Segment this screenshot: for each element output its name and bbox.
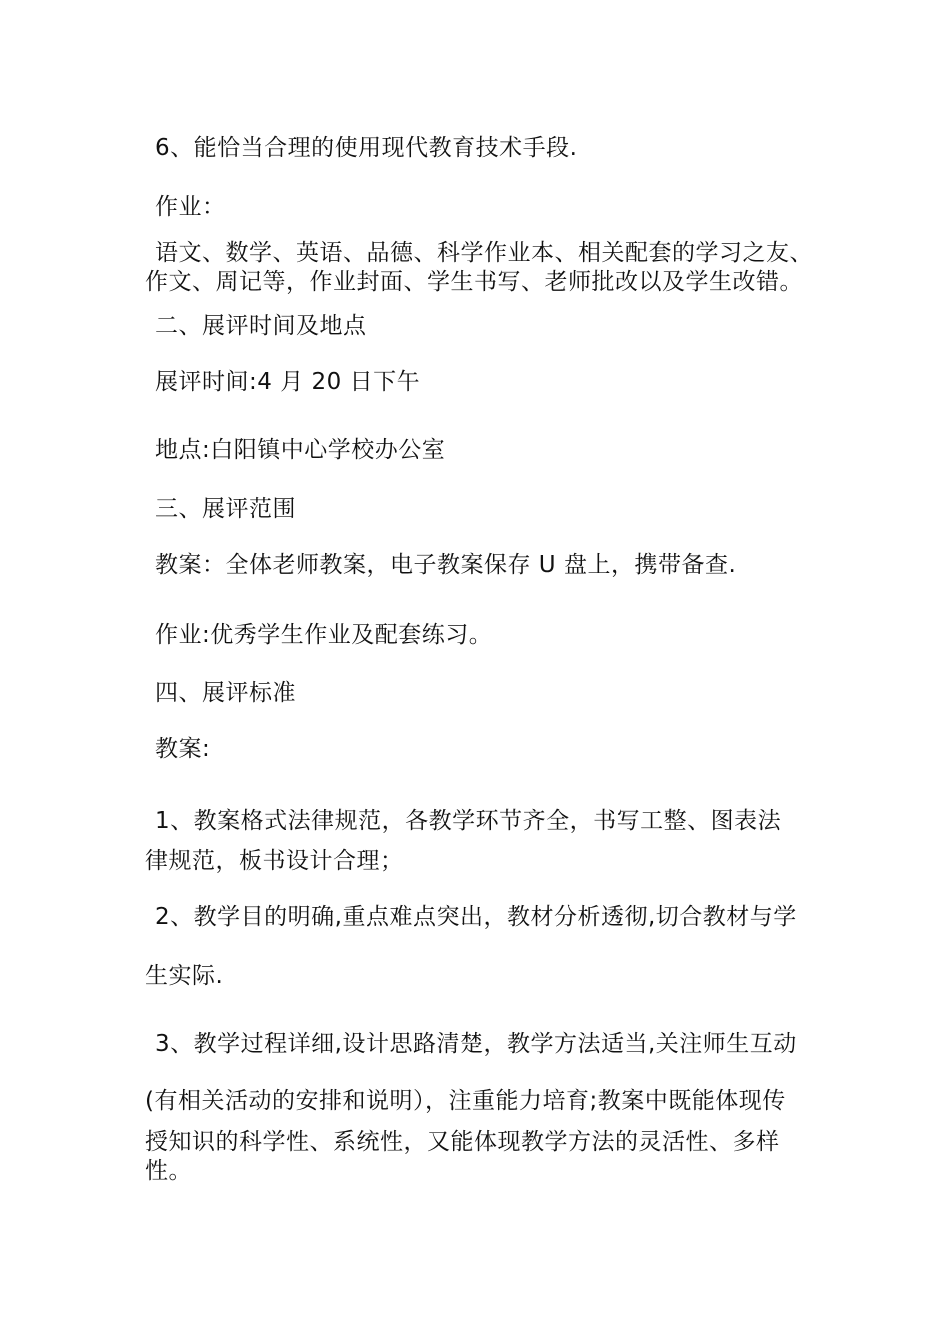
paragraph-line: 语文、数学、英语、品德、科学作业本、相关配套的学习之友、 (155, 240, 813, 266)
paragraph-line: 律规范，板书设计合理； (145, 848, 404, 874)
paragraph-line: 2、教学目的明确,重点难点突出，教材分析透彻,切合教材与学 (155, 904, 797, 930)
paragraph-line: 教案: (155, 736, 211, 762)
paragraph-line: 作业： (155, 194, 226, 220)
paragraph-line: 地点:白阳镇中心学校办公室 (155, 437, 446, 463)
section-heading: 三、展评范围 (155, 496, 296, 522)
paragraph-line: 教案：全体老师教案，电子教案保存 U 盘上，携带备查. (155, 552, 737, 578)
paragraph-line: 作文、周记等，作业封面、学生书写、老师批改以及学生改错。 (145, 269, 803, 295)
paragraph-line: 性。 (145, 1158, 192, 1184)
section-heading: 二、展评时间及地点 (155, 313, 367, 339)
paragraph-line: 生实际. (145, 963, 224, 989)
paragraph-line: 展评时间:4 月 20 日下午 (155, 369, 421, 395)
section-heading: 四、展评标准 (155, 680, 296, 706)
paragraph-line: 作业:优秀学生作业及配套练习。 (155, 622, 493, 648)
paragraph-line: (有相关活动的安排和说明），注重能力培育;教案中既能体现传 (145, 1088, 786, 1114)
paragraph-line: 6、能恰当合理的使用现代教育技术手段. (155, 135, 578, 161)
paragraph-line: 1、教案格式法律规范，各教学环节齐全，书写工整、图表法 (155, 808, 782, 834)
paragraph-line: 3、教学过程详细,设计思路清楚，教学方法适当,关注师生互动 (155, 1031, 797, 1057)
paragraph-line: 授知识的科学性、系统性，又能体现教学方法的灵活性、多样 (145, 1129, 780, 1155)
